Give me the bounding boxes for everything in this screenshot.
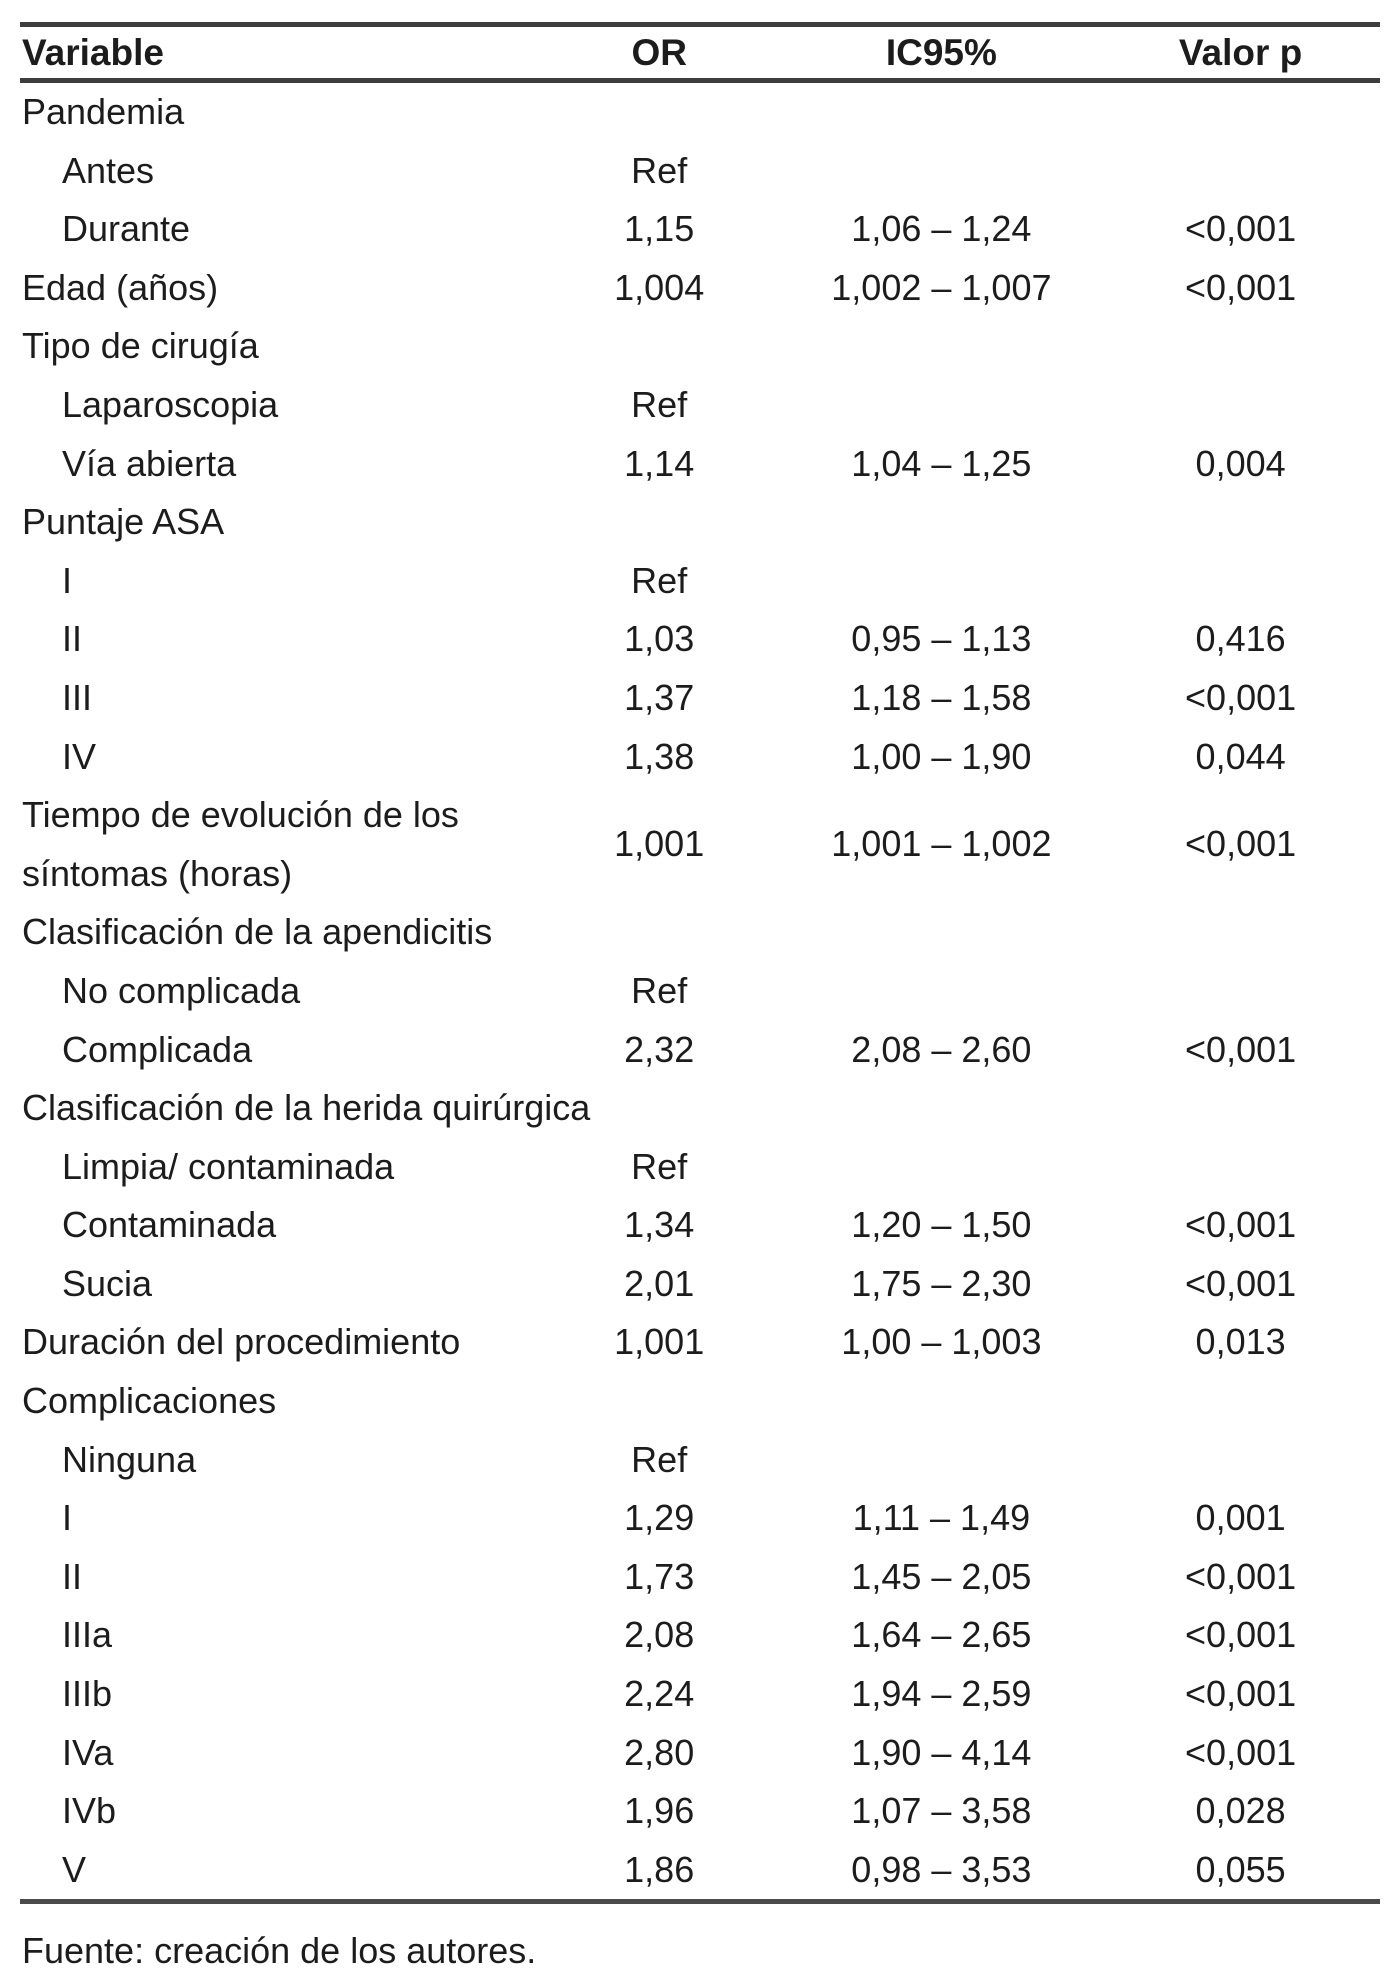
cell-ci: 1,002 – 1,007 [831,266,1052,308]
cell-variable: Puntaje ASA [22,501,225,543]
cell-p [1101,552,1380,611]
cell-or: 1,001 [614,823,705,865]
cell-ci: 1,06 – 1,24 [851,208,1032,250]
cell-or: 2,32 [624,1028,695,1070]
cell-p [1101,376,1380,435]
cell-ci [782,1372,1102,1431]
cell-p: <0,001 [1185,1204,1297,1246]
cell-ci: 1,20 – 1,50 [851,1204,1032,1246]
cell-p: <0,001 [1185,823,1297,865]
cell-p: 0,416 [1195,618,1286,660]
cell-or: 2,01 [624,1262,695,1304]
cell-variable: IIIa [62,1614,113,1656]
table-row [20,317,1380,376]
cell-or [537,317,782,376]
table-row [20,1665,1380,1724]
cell-p [1101,1079,1380,1138]
cell-ci: 1,64 – 2,65 [851,1614,1032,1656]
cell-or: 1,37 [624,676,695,718]
cell-p [1101,317,1380,376]
cell-ci: 1,001 – 1,002 [831,823,1052,865]
cell-p: <0,001 [1185,676,1297,718]
cell-variable: IVb [62,1790,117,1832]
cell-variable: Sucia [62,1262,153,1304]
cell-variable: Limpia/ contaminada [62,1145,395,1187]
cell-p: <0,001 [1185,1555,1297,1597]
table-row [20,903,1380,962]
header-row [20,25,1380,81]
table-row [20,1021,1380,1080]
cell-variable: No complicada [62,969,301,1011]
cell-ci [782,376,1102,435]
cell-ci: 1,75 – 2,30 [851,1262,1032,1304]
cell-or [537,493,782,552]
cell-or [537,903,782,962]
table-row [20,1079,1380,1138]
cell-ci [782,317,1102,376]
table-row [20,200,1380,259]
table-row [20,493,1380,552]
cell-p: 0,004 [1195,442,1286,484]
table-row [20,669,1380,728]
cell-variable: Tipo de cirugía [22,325,259,367]
cell-variable: Complicada [62,1028,253,1070]
table-row [20,1138,1380,1197]
cell-ci: 1,18 – 1,58 [851,676,1032,718]
cell-variable: I [62,1497,73,1539]
cell-ci [782,81,1102,142]
table-row [20,1489,1380,1548]
cell-variable: Tiempo de evolución de los síntomas (horas) [22,794,459,894]
regression-results-table [20,22,1380,1904]
cell-ci [782,1431,1102,1490]
table-row [20,259,1380,318]
cell-p: <0,001 [1185,266,1297,308]
cell-variable: IVa [62,1731,114,1773]
header-variable: Variable [22,31,164,73]
cell-ci: 1,04 – 1,25 [851,442,1032,484]
cell-variable: IV [62,735,97,777]
cell-variable: Durante [62,208,191,250]
cell-variable: Clasificación de la apendicitis [22,911,493,953]
table-row [20,610,1380,669]
table-row [20,1841,1380,1902]
table-row [20,1431,1380,1490]
table-row [20,962,1380,1021]
table-row [20,1724,1380,1783]
table-header [20,25,1380,81]
cell-ci [782,1138,1102,1197]
table-row [20,1782,1380,1841]
cell-or: 2,24 [624,1673,695,1715]
cell-variable: Complicaciones [22,1380,277,1422]
table-row [20,142,1380,201]
table-row [20,1255,1380,1314]
cell-ci: 1,00 – 1,90 [851,735,1032,777]
table-row [20,786,1380,903]
cell-or: 1,15 [624,208,695,250]
cell-ci: 0,95 – 1,13 [851,618,1032,660]
cell-ci: 0,98 – 3,53 [851,1848,1032,1890]
cell-variable: IIIb [62,1673,113,1715]
cell-ci [782,1079,1102,1138]
table-row [20,1196,1380,1255]
cell-variable: Edad (años) [22,266,219,308]
cell-p: 0,028 [1195,1790,1286,1832]
cell-or: Ref [631,969,688,1011]
cell-variable: Vía abierta [62,442,237,484]
cell-variable: Contaminada [62,1204,277,1246]
table-row [20,81,1380,142]
cell-or: 2,80 [624,1731,695,1773]
table-row [20,1372,1380,1431]
cell-or [537,81,782,142]
cell-variable: Laparoscopia [62,383,279,425]
cell-p: <0,001 [1185,1673,1297,1715]
cell-p [1101,1431,1380,1490]
cell-ci: 1,00 – 1,003 [841,1321,1042,1363]
cell-p [1101,903,1380,962]
cell-variable: Duración del procedimiento [22,1321,461,1363]
source-note: Fuente: creación de los autores. [22,1930,537,1972]
cell-or: 1,96 [624,1790,695,1832]
cell-ci [782,142,1102,201]
cell-ci [782,493,1102,552]
cell-or: 1,38 [624,735,695,777]
table-row [20,435,1380,494]
table-row [20,1313,1380,1372]
cell-ci: 2,08 – 2,60 [851,1028,1032,1070]
cell-ci: 1,90 – 4,14 [851,1731,1032,1773]
header-or: OR [631,31,687,73]
cell-or: 1,34 [624,1204,695,1246]
cell-or: 1,03 [624,618,695,660]
cell-variable: Clasificación de la herida quirúrgica [22,1087,591,1129]
cell-p: 0,001 [1195,1497,1286,1539]
cell-ci: 1,94 – 2,59 [851,1673,1032,1715]
cell-variable: Pandemia [22,91,185,132]
cell-ci [782,552,1102,611]
cell-or: 1,29 [624,1497,695,1539]
cell-variable: Antes [62,149,155,191]
cell-p [1101,81,1380,142]
cell-ci: 1,07 – 3,58 [851,1790,1032,1832]
cell-or [537,1372,782,1431]
cell-or: 1,73 [624,1555,695,1597]
table-row [20,728,1380,787]
table-row [20,552,1380,611]
cell-p: 0,055 [1195,1848,1286,1890]
cell-or: 1,001 [614,1321,705,1363]
cell-ci: 1,45 – 2,05 [851,1555,1032,1597]
cell-or: Ref [631,559,688,601]
cell-variable: II [62,618,83,660]
cell-or: Ref [631,1145,688,1187]
cell-variable: III [62,676,93,718]
header-ic95: IC95% [885,31,997,73]
table-row [20,1606,1380,1665]
cell-ci: 1,11 – 1,49 [852,1497,1031,1539]
cell-p [1101,1372,1380,1431]
cell-or: 1,004 [614,266,705,308]
cell-p [1101,493,1380,552]
cell-p: <0,001 [1185,208,1297,250]
cell-p [1101,142,1380,201]
table-body [20,81,1380,1902]
cell-variable: Ninguna [62,1438,197,1480]
table-row [20,376,1380,435]
cell-p: <0,001 [1185,1614,1297,1656]
cell-p: 0,044 [1195,735,1286,777]
cell-p: 0,013 [1195,1321,1286,1363]
cell-ci [782,903,1102,962]
cell-or: Ref [631,383,688,425]
cell-or: 1,86 [624,1848,695,1890]
cell-variable: II [62,1555,83,1597]
cell-variable: I [62,559,73,601]
cell-p: <0,001 [1185,1731,1297,1773]
cell-or: Ref [631,149,688,191]
cell-or: Ref [631,1438,688,1480]
cell-p [1101,962,1380,1021]
cell-p [1101,1138,1380,1197]
cell-ci [782,962,1102,1021]
header-valor-p: Valor p [1178,31,1303,73]
cell-or: 2,08 [624,1614,695,1656]
cell-p: <0,001 [1185,1028,1297,1070]
cell-p: <0,001 [1185,1262,1297,1304]
cell-or: 1,14 [624,442,695,484]
cell-variable: V [62,1848,87,1890]
table-row [20,1548,1380,1607]
